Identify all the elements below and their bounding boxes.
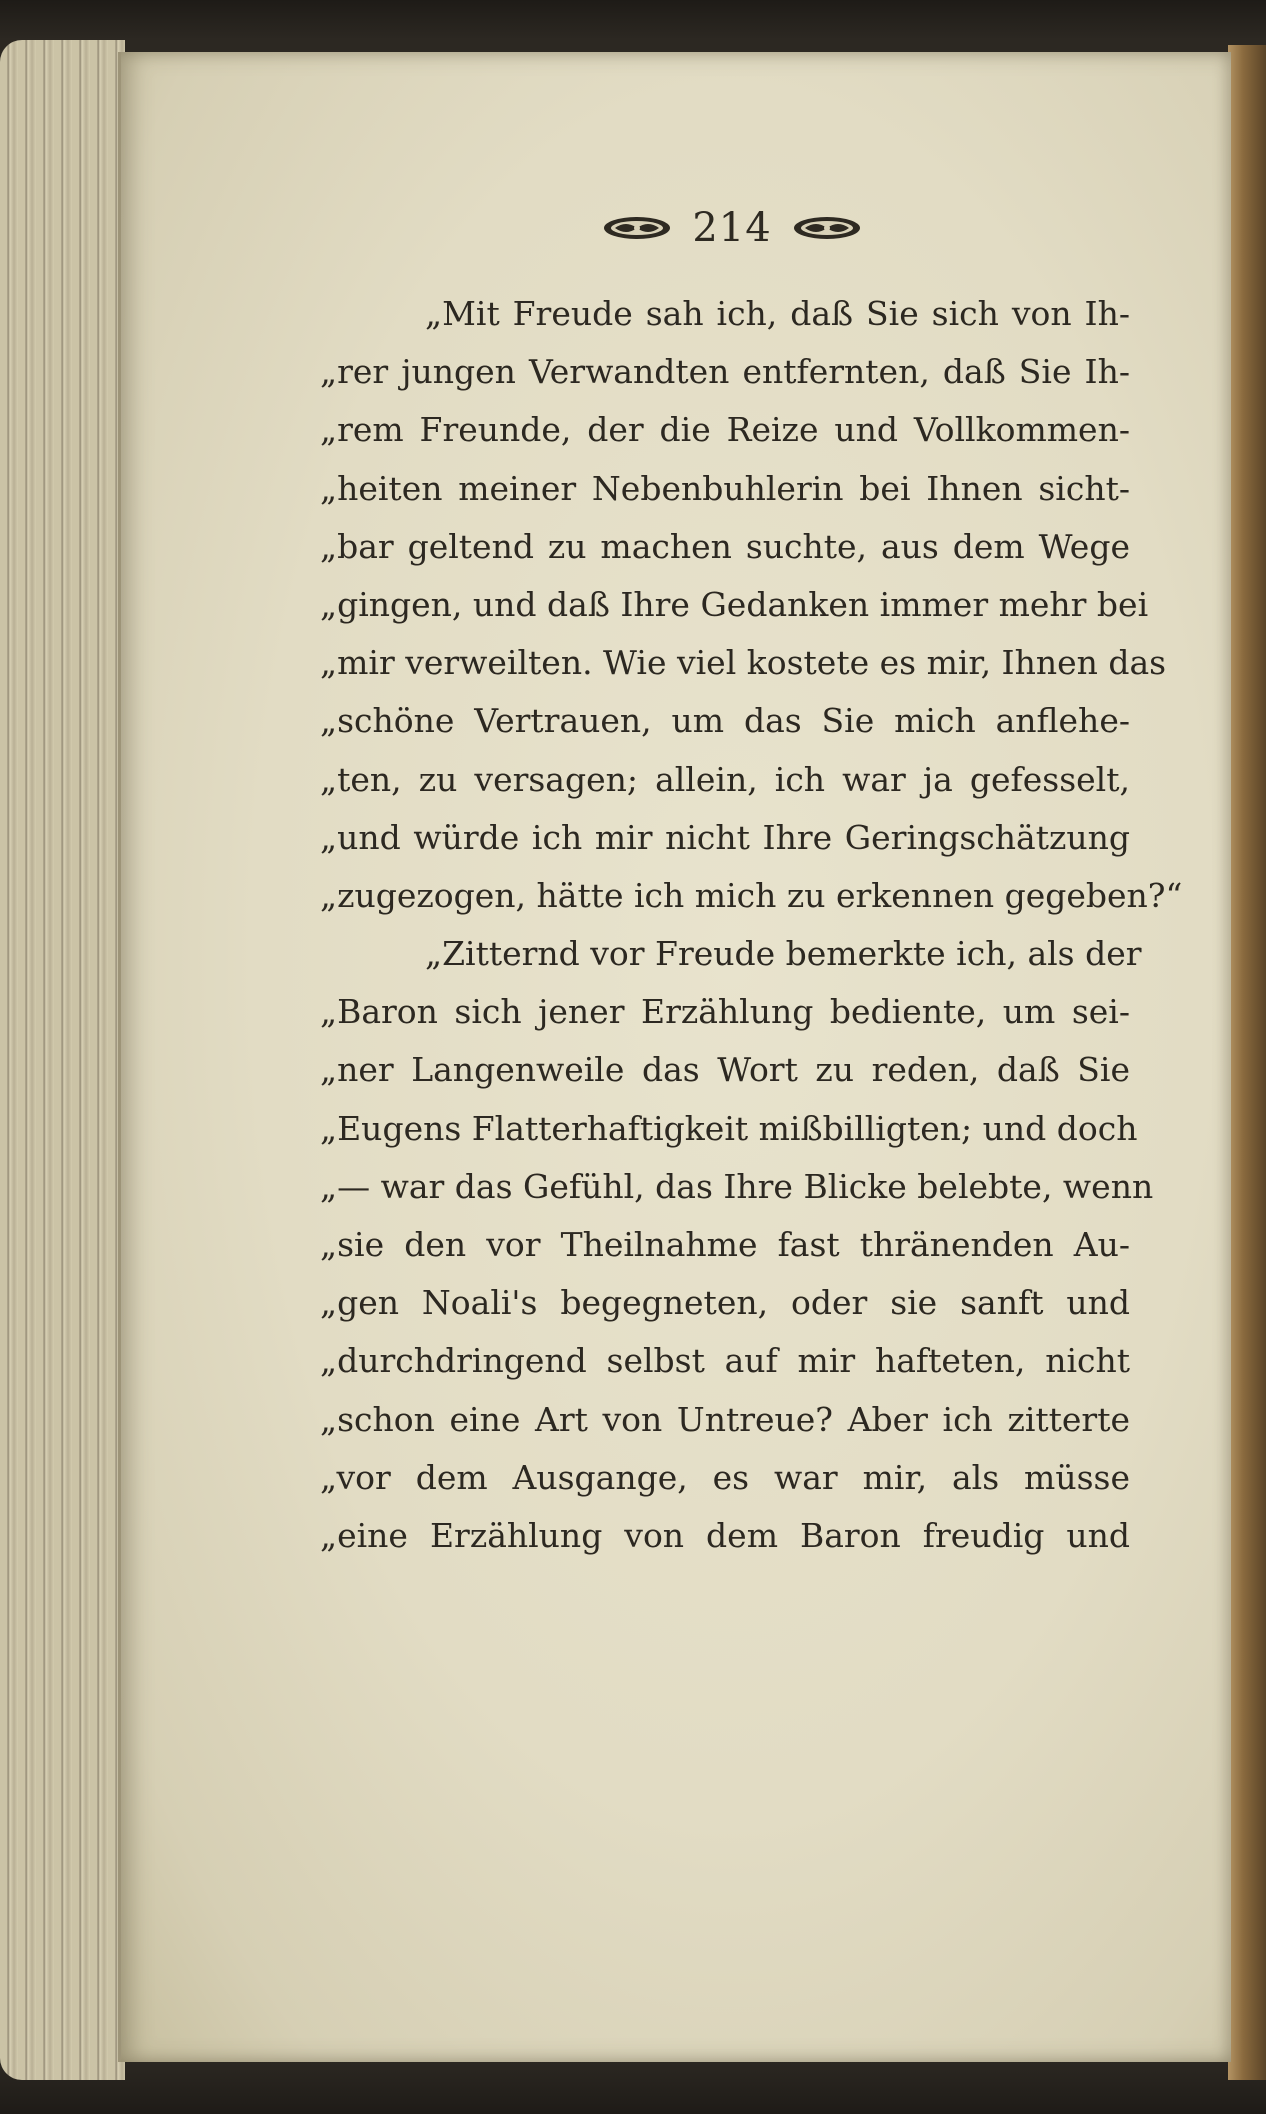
text-line: „vor dem Ausgange, es war mir, als müsse [320, 1457, 1130, 1497]
text-line: „Mit Freude sah ich, daß Sie sich von Ih- [425, 294, 1130, 333]
text-line: „bar geltend zu machen suchte, aus dem Wege [320, 526, 1130, 566]
text-line: „eine Erzählung von dem Baron freudig und [320, 1515, 1130, 1555]
text-line: „schon eine Art von Untreue? Aber ich zitterte [320, 1399, 1130, 1439]
text-line: „und würde ich mir nicht Ihre Geringschätzung [320, 817, 1130, 857]
text-line: „durchdringend selbst auf mir hafteten, nicht [320, 1341, 1130, 1381]
text-line: „sie den vor Theilnahme fast thränenden Au- [320, 1225, 1130, 1264]
body-text [320, 285, 1183, 1565]
text-line: „rem Freunde, der die Reize und Vollkommen- [320, 410, 1130, 450]
page-number: 214 [692, 205, 772, 251]
text-line: „schöne Vertrauen, um das Sie mich anflehe- [320, 701, 1130, 741]
text-line: „Zitternd vor Freude bemerkte ich, als der [425, 934, 1142, 974]
text-line: „mir verweilten. Wie viel kostete es mir, Ihnen das [320, 643, 1167, 683]
right-ornament-icon [792, 213, 862, 243]
text-line: „gen Noali's begegneten, oder sie sanft und [320, 1283, 1130, 1323]
text-line: „heiten meiner Nebenbuhlerin bei Ihnen sicht- [320, 468, 1130, 508]
text-line: „zugezogen, hätte ich mich zu erkennen gegeben?“ [320, 875, 1183, 915]
text-line: „— war das Gefühl, das Ihre Blicke belebte, wenn [320, 1166, 1154, 1206]
page-header [582, 198, 882, 258]
text-line: „Baron sich jener Erzählung bediente, um sei- [320, 992, 1130, 1032]
left-ornament-icon [602, 213, 672, 243]
text-line: „ner Langenweile das Wort zu reden, daß Sie [320, 1050, 1130, 1090]
text-line: „Eugens Flatterhaftigkeit mißbilligten; und doch [320, 1108, 1138, 1148]
text-line: „gingen, und daß Ihre Gedanken immer mehr bei [320, 584, 1149, 624]
text-line: „ten, zu versagen; allein, ich war ja gefesselt, [320, 759, 1130, 799]
text-line: „rer jungen Verwandten entfernten, daß Sie Ih- [320, 352, 1130, 392]
stacked-page-edges [0, 40, 125, 2080]
book-spine-edge [1228, 45, 1266, 2080]
